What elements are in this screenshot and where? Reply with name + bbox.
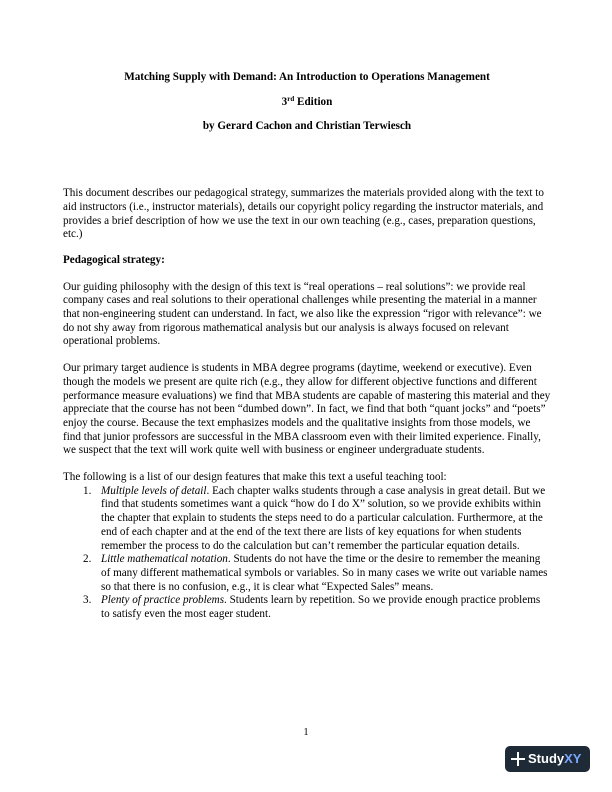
list-item [83,553,551,594]
list-item-title: Multiple levels of detail [101,484,207,497]
list-item-text: . Students do not have the time or the desire to remember the meaning of many different mathematical symbols or variables. So in many cases we write out variable names so that there is no confusion, e.g., it is clear what “Expected Sales” means. [101,553,548,593]
edition-suffix: rd [287,94,295,103]
section-heading: Pedagogical strategy: [63,253,165,266]
list-intro: The following is a list of our design features that make this text a useful teaching tool: [63,471,447,484]
list-item-number: 2. [83,553,92,566]
studyxy-watermark[interactable] [505,746,590,772]
feature-list [63,485,551,622]
list-item-text: . Each chapter walks students through a case analysis in great detail. But we find that students sometimes want a quick “how do I do X” solution, so we provide exhibits within the chapter that explain to students the steps need to do a particular calculation. Furthermore, at the end of each chapter and at the end of the text there are lists of key equations for when students remember the process to do the calculation but can’t remember the particular equation details. [101,484,546,552]
document-title: Matching Supply with Demand: An Introduction to Operations Management [124,71,490,83]
list-item [83,484,551,554]
plus-icon [511,752,525,766]
edition-word: Edition [294,95,333,108]
document-page [63,60,551,622]
authors-line: by Gerard Cachon and Christian Terwiesch [202,120,412,133]
watermark-brand-accent: XY [564,751,582,766]
audience-paragraph: Our primary target audience is students in MBA degree programs (daytime, weekend or executive). Even though the models we present are quite rich (e.g., they allow for different objective functions and different performance measure evaluations) we find that MBA students are capable of mastering this material and they appreciate that the course has not been “dumbed down”. In fact, we find that both “quant jocks” and “poets” enjoy the course. Because the text emphasizes models and the qualitative insights from those models, we find that junior professors are successful in the MBA classroom even with their limited experience. Finally, we suspect that the text will work quite well with business or engineer undergraduate students. [63,362,551,457]
page-number: 1 [303,727,309,738]
edition-line [63,96,551,110]
philosophy-paragraph: Our guiding philosophy with the design of this text is “real operations – real solutions”: we provide real company cases and real solutions to their operational challenges while presenting the material in a manner that non-engineering student can understand. In fact, we also like the expression “rigor with relevance”: we do not shy away from rigorous mathematical analysis but our analysis is always focused on relevant operational problems. [63,280,542,348]
list-item-title: Little mathematical notation [101,553,228,566]
list-item-number: 3. [83,594,92,607]
list-item-title: Plenty of practice problems [101,594,225,607]
watermark-brand-main: Study [528,751,565,766]
list-item-text: . Students learn by repetition. So we provide enough practice problems to satisfy even the most eager student. [101,594,541,621]
intro-paragraph: This document describes our pedagogical strategy, summarizes the materials provided along with the text to aid instructors (i.e., instructor materials), details our copyright policy regarding the instructor materials, and provides a brief description of how we use the text in our own teaching (e.g., cases, preparation questions, etc.) [63,187,544,241]
list-item-number: 1. [83,484,92,497]
list-item [83,594,551,621]
edition-number: 3 [281,95,288,108]
